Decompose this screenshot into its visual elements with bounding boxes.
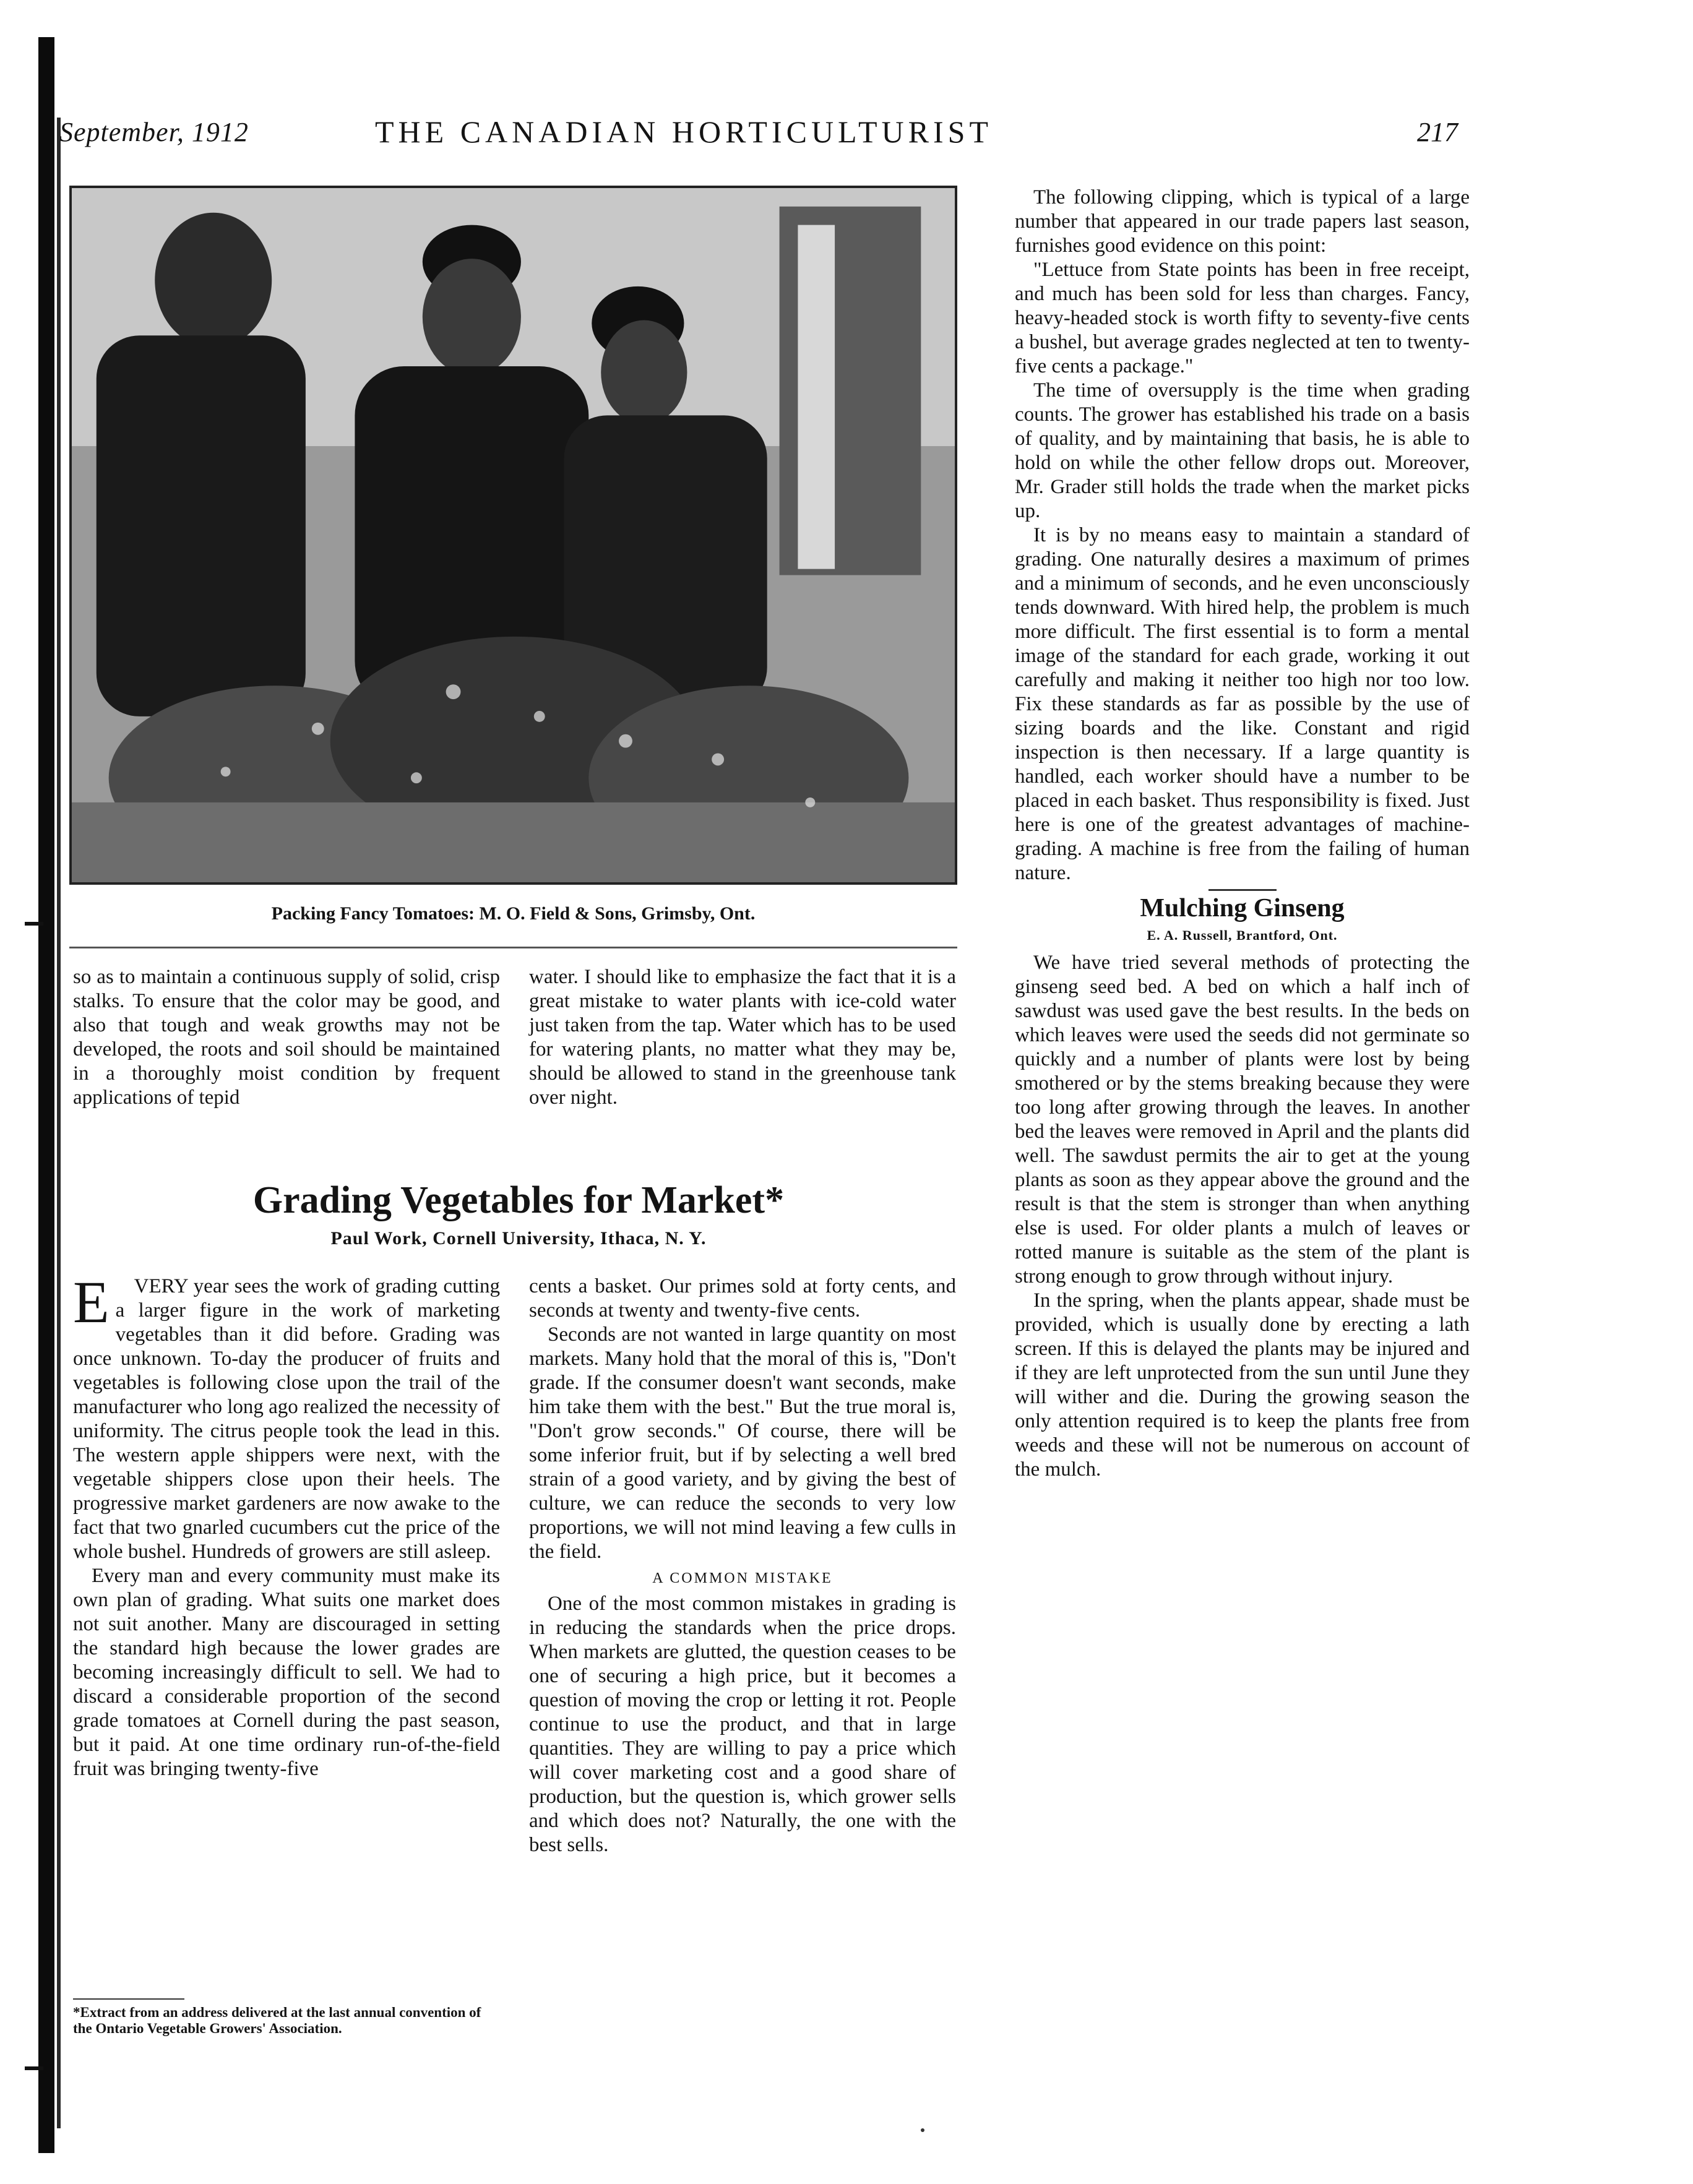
scan-binding-edge: [38, 37, 54, 2153]
article-col3: [1015, 186, 1470, 1482]
scan-binding-shadow: [57, 118, 61, 2128]
continued-text-col1: [73, 965, 500, 1110]
continued-paragraph: water. I should like to emphasize the fact that it is a great mistake to water plants with ice-cold water just taken from the tap. Water which has to be used for watering plants, no matter what they may be, should be allowed to stand in the greenhouse tank over night.: [529, 966, 956, 1109]
drop-cap: E: [73, 1269, 110, 1335]
section-divider: [1208, 889, 1277, 891]
photo-illustration: [72, 188, 955, 882]
ginseng-paragraph: We have tried several methods of protecting the ginseng seed bed. A bed on which a half inch of sawdust was used gave the best results. In the beds on which leaves were used the seeds did not germinate so quickly and a number of plants were lost by being smothered or by the stems breaking because they were too long after growing through the leaves. In another bed the leaves were removed in April and the plants did well. The sawdust permits the air to get at the young plants as soon as they appear above the ground and the result is that the stem is stronger than when anything else is used. For older plants a mulch of leaves or rotted manure is suitable as the stem of the plant is strong enough to grow through without injury.: [1015, 952, 1470, 1288]
issue-date: September, 1912: [59, 117, 249, 147]
article-paragraph: The time of oversupply is the time when grading counts. The grower has established his trade on a basis of quality, and by maintaining that basis, he is able to hold on while the other fellow drops out. Moreover, Mr. Grader still holds the trade when the market picks up.: [1015, 379, 1470, 522]
article-col1: [73, 1269, 500, 1781]
scan-mark: [25, 2066, 43, 2070]
photograph: [69, 186, 957, 885]
continued-paragraph: so as to maintain a continuous supply of solid, crisp stalks. To ensure that the color may be good, and also that tough and weak growths may not be developed, the roots and soil should be maintained in a thoroughly moist condition by frequent applications of tepid: [73, 966, 500, 1109]
footnote-rule: [73, 1998, 184, 2000]
article-paragraph: The following clipping, which is typical of a large number that appeared in our trade papers last season, furnishes good evidence on this point:: [1015, 186, 1470, 257]
article-paragraph: It is by no means easy to maintain a standard of grading. One naturally desires a maximum of primes and a minimum of seconds, and he even unconsciously tends downward. With hired help, the problem is much more difficult. The first essential is to form a mental image of the standard for each grade, working it out carefully and making it neither too high nor too low. Fix these standards as far as possible by the use of sizing boards and the like. Constant and rigid inspection is then necessary. If a large quantity is handled, each worker should have a number to be placed in each basket. Thus responsibility is fixed. Just here is one of the greatest advantages of machine-grading. A machine is free from the failing of human nature.: [1015, 524, 1470, 884]
article-paragraph: cents a basket. Our primes sold at forty cents, and seconds at twenty and twenty-five cents.: [529, 1275, 956, 1322]
article-paragraph: [73, 1269, 500, 1564]
ginseng-paragraph: In the spring, when the plants appear, shade must be provided, which is usually done by erecting a lath screen. If this is delayed the plants may be injured and if they are left unprotected from the sun until June they will wither and die. During the growing season the only attention required is to keep the plants free from weeds and these will not be numerous on account of the mulch.: [1015, 1289, 1470, 1481]
article-byline: Paul Work, Cornell University, Ithaca, N. Y.: [330, 1228, 707, 1249]
magazine-title: THE CANADIAN HORTICULTURIST: [375, 114, 993, 149]
running-head: [59, 116, 1458, 153]
article-footnote: *Extract from an address delivered at the last annual convention of the Ontario Vegetable Growers' Association.: [73, 2005, 481, 2036]
print-speck: [921, 2128, 924, 2132]
quoted-clipping: "Lettuce from State points has been in free receipt, and much has been sold for less than charges. Fancy, heavy-headed stock is worth fifty to seventy-five cents a bushel, but average grades neglected at ten to twenty-five cents a package.": [1015, 259, 1470, 377]
scan-mark: [25, 922, 43, 926]
article-paragraph: Every man and every community must make its own plan of grading. What suits one market does not suit another. Many are discouraged in setting the standard high because the lower grades are becoming increasingly difficult to sell. We had to discard a considerable proportion of the second grade tomatoes at Cornell during the past season, but it paid. At one time ordinary run-of-the-field fruit was bringing twenty-five: [73, 1565, 500, 1780]
page-number: 217: [1417, 117, 1458, 147]
photo-caption: Packing Fancy Tomatoes: M. O. Field & Sons, Grimsby, Ont.: [271, 903, 756, 924]
caption-rule: [69, 947, 957, 948]
ginseng-headline: Mulching Ginseng: [1140, 894, 1345, 922]
continued-text-col2: [529, 965, 956, 1110]
section-subhead: A COMMON MISTAKE: [652, 1570, 833, 1586]
article-paragraph: Seconds are not wanted in large quantity on most markets. Many hold that the moral of this is, "Don't grade. If the consumer doesn't want seconds, make him take them with the best." But the true moral is, "Don't grow seconds." Of course, there will be some inferior fruit, but if by selecting a well bred strain of a good variety, and by giving the best of culture, we can reduce the seconds to very low proportions, we will not mind leaving a few culls in the field.: [529, 1323, 956, 1563]
article-col2: [529, 1275, 956, 1857]
ginseng-byline: E. A. Russell, Brantford, Ont.: [1147, 927, 1338, 943]
article-headline: Grading Vegetables for Market*: [252, 1179, 785, 1221]
article-paragraph: One of the most common mistakes in grading is in reducing the standards when the price drops. When markets are glutted, the question ceases to be one of securing a high price, but it becomes a question of moving the crop or letting it rot. People continue to use the product, and that in large quantities. They are willing to pay a price which will cover marketing cost and a good share of production, but the question is, which grower sells and which does not? Naturally, the one with the best sells.: [529, 1593, 956, 1856]
article-paragraph-text: VERY year sees the work of grading cutting a larger figure in the work of marketing vegetables than it did before. Grading was once unknown. To-day the producer of fruits and vegetables is following close upon the trail of the manufacturer who long ago realized the necessity of uniformity. The citrus people took the lead in this. The western apple shippers were next, with the vegetable shippers close upon their heels. The progressive market gardeners are now awake to the fact that two gnarled cucumbers cut the price of the whole bushel. Hundreds of growers are still asleep.: [73, 1275, 500, 1563]
